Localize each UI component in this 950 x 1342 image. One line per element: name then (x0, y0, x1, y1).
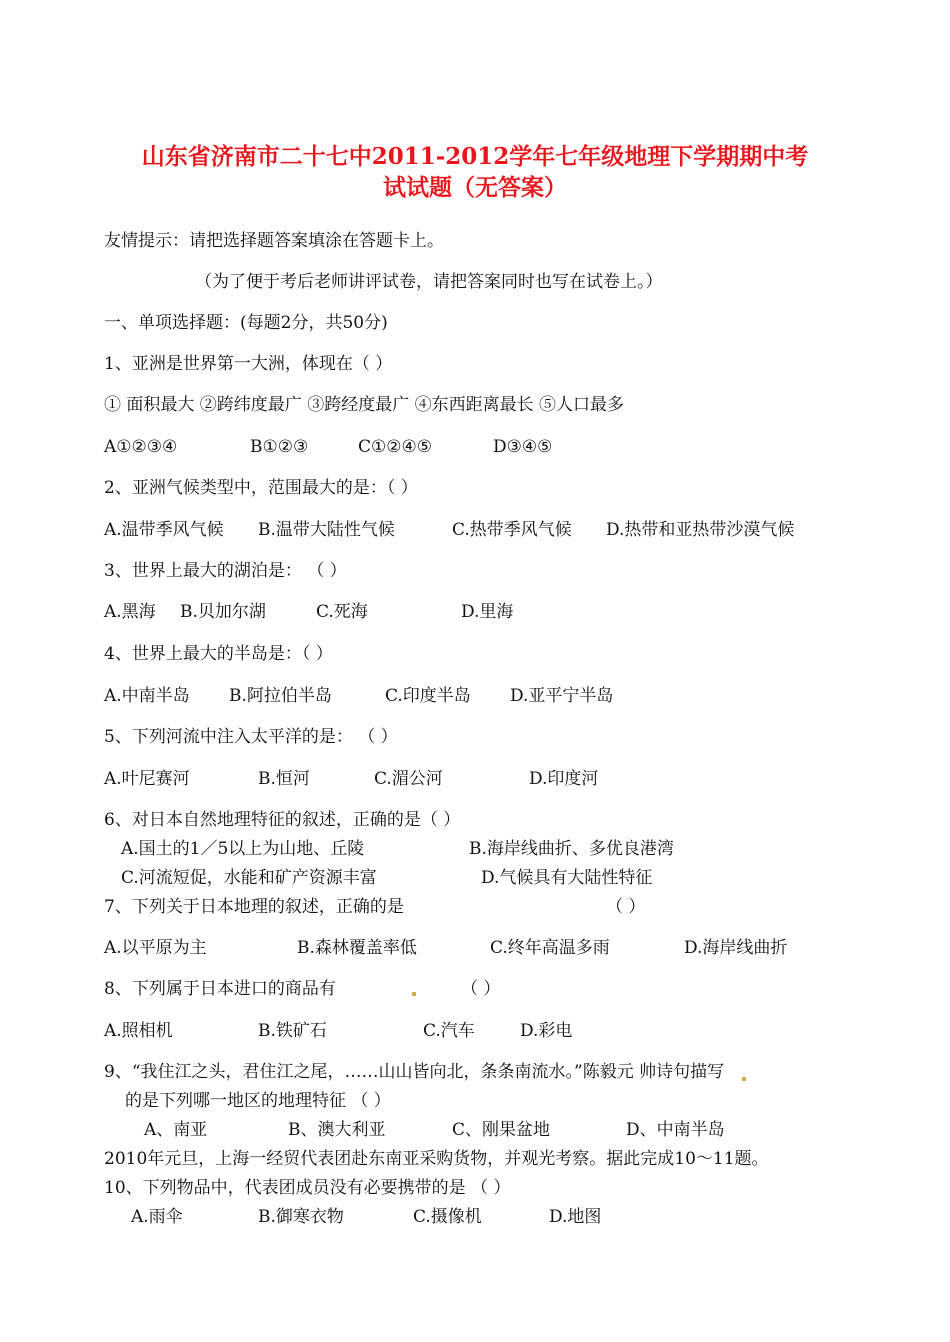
question-6-option-c: C.河流短促，水能和矿产资源丰富 (121, 868, 377, 888)
question-3-option-c: C.死海 (316, 602, 368, 622)
question-2-option-b: B.温带大陆性气候 (258, 520, 395, 540)
question-5-stem: 5、下列河流中注入太平洋的是： （ ） (104, 727, 398, 747)
question-5-option-d: D.印度河 (529, 769, 599, 789)
question-3-option-a: A.黑海 (104, 602, 156, 622)
question-7-option-a: A.以平原为主 (104, 938, 207, 958)
question-9-option-b: B、澳大利亚 (288, 1120, 386, 1140)
question-8-answer-blank: （ ） (461, 979, 501, 999)
question-9-stem-line-1: 9、“我住江之头，君住江之尾，……山山皆向北，条条南流水。”陈毅元 帅诗句描写 (104, 1062, 725, 1082)
question-10-option-d: D.地图 (549, 1207, 602, 1227)
question-9-stem-line-2: 的是下列哪一地区的地理特征 （ ） (125, 1091, 391, 1111)
question-2-option-c: C.热带季风气候 (452, 520, 572, 540)
question-7-stem: 7、下列关于日本地理的叙述，正确的是 (104, 897, 404, 917)
question-10-option-b: B.御寒衣物 (258, 1207, 344, 1227)
question-4-option-c: C.印度半岛 (385, 686, 471, 706)
section-heading: 一、单项选择题：(每题2分，共50分) (104, 313, 388, 333)
question-8-option-a: A.照相机 (104, 1021, 173, 1041)
question-9-option-a: A、南亚 (144, 1120, 208, 1140)
scan-speck (742, 1077, 746, 1081)
question-3-option-b: B.贝加尔湖 (180, 602, 266, 622)
question-4-option-a: A.中南半岛 (104, 686, 190, 706)
question-1-option-b: B①②③ (250, 437, 309, 457)
question-1-option-c: C①②④⑤ (358, 437, 432, 457)
question-8-stem: 8、下列属于日本进口的商品有 (104, 979, 336, 999)
question-8-option-d: D.彩电 (520, 1021, 573, 1041)
question-1-stem: 1、亚洲是世界第一大洲，体现在（ ） (104, 354, 393, 374)
question-9-option-d: D、中南半岛 (626, 1120, 725, 1140)
question-7-option-d: D.海岸线曲折 (684, 938, 788, 958)
question-7-option-b: B.森林覆盖率低 (297, 938, 417, 958)
exam-title-line-2: 试试题（无答案） (383, 174, 567, 201)
question-7-option-c: C.终年高温多雨 (490, 938, 610, 958)
question-10-stem: 10、下列物品中，代表团成员没有必要携带的是 （ ） (104, 1178, 511, 1198)
question-4-stem: 4、世界上最大的半岛是：（ ） (104, 644, 333, 664)
question-1-option-d: D③④⑤ (493, 437, 553, 457)
scan-speck (412, 992, 416, 996)
question-8-option-b: B.铁矿石 (258, 1021, 327, 1041)
question-10-option-a: A.雨伞 (131, 1207, 183, 1227)
question-8-option-c: C.汽车 (423, 1021, 475, 1041)
question-9-option-c: C、刚果盆地 (452, 1120, 551, 1140)
tip-line-2: （为了便于考后老师讲评试卷，请把答案同时也写在试卷上。） (195, 272, 663, 292)
question-5-option-c: C.湄公河 (374, 769, 443, 789)
question-2-stem: 2、亚洲气候类型中，范围最大的是：（ ） (104, 478, 418, 498)
question-5-option-b: B.恒河 (258, 769, 310, 789)
tip-line-1: 友情提示：请把选择题答案填涂在答题卡上。 (104, 231, 444, 251)
question-2-option-a: A.温带季风气候 (104, 520, 224, 540)
question-3-stem: 3、世界上最大的湖泊是： （ ） (104, 561, 347, 581)
question-5-option-a: A.叶尼赛河 (104, 769, 190, 789)
question-2-option-d: D.热带和亚热带沙漠气候 (606, 520, 795, 540)
question-6-option-a: A.国土的1／5以上为山地、丘陵 (121, 839, 365, 859)
question-3-option-d: D.里海 (461, 602, 514, 622)
question-10-option-c: C.摄像机 (413, 1207, 482, 1227)
question-6-option-d: D.气候具有大陆性特征 (481, 868, 653, 888)
question-4-option-d: D.亚平宁半岛 (510, 686, 614, 706)
exam-title-line-1: 山东省济南市二十七中2011-2012学年七年级地理下学期期中考 (141, 143, 809, 170)
question-6-stem: 6、对日本自然地理特征的叙述，正确的是（ ） (104, 810, 461, 830)
context-paragraph: 2010年元旦，上海一经贸代表团赴东南亚采购货物，并观光考察。据此完成10～11题。 (104, 1149, 769, 1169)
question-1-option-a: A①②③④ (104, 437, 178, 457)
question-6-option-b: B.海岸线曲折、多优良港湾 (469, 839, 674, 859)
question-4-option-b: B.阿拉伯半岛 (229, 686, 332, 706)
question-1-items: ① 面积最大 ②跨纬度最广 ③跨经度最广 ④东西距离最长 ⑤人口最多 (104, 395, 625, 415)
question-7-answer-blank: （ ） (606, 897, 646, 917)
